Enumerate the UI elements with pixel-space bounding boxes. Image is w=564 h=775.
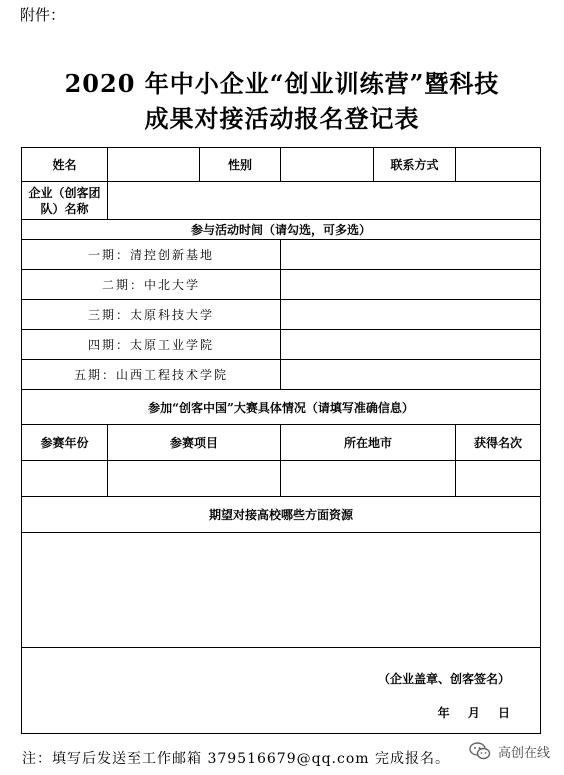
session-4-label: 四期：太原工业学院 [22,330,281,360]
contest-project-field[interactable] [108,461,281,497]
session-2-label: 二期：中北大学 [22,270,281,300]
contest-header: 参加“创客中国”大赛具体情况（请填写准确信息） [22,390,541,425]
resources-header: 期望对接高校哪些方面资源 [22,497,541,533]
contest-city-header: 所在地市 [281,425,456,461]
activity-time-header: 参与活动时间（请勾选，可多选） [22,220,541,240]
gender-label: 性别 [200,148,281,182]
company-label: 企业（创客团队）名称 [22,182,108,220]
session-3-checkbox-cell[interactable] [281,300,541,330]
contact-label: 联系方式 [374,148,456,182]
session-5-label: 五期：山西工程技术学院 [22,360,281,390]
wechat-icon [468,739,492,763]
contest-year-field[interactable] [22,461,108,497]
gender-field[interactable] [281,148,374,182]
session-5-checkbox-cell[interactable] [281,360,541,390]
contest-rank-header: 获得名次 [456,425,541,461]
watermark [468,739,550,763]
contest-city-field[interactable] [281,461,456,497]
submission-note: 注：填写后发送至工作邮箱 379516679@qq.com 完成报名。 [22,751,450,767]
session-1-checkbox-cell[interactable] [281,240,541,270]
contest-rank-field[interactable] [456,461,541,497]
contest-project-header: 参赛项目 [108,425,281,461]
signature-cell[interactable] [22,648,541,734]
name-field[interactable] [108,148,200,182]
contact-field[interactable] [456,148,541,182]
session-1-label: 一期：清控创新基地 [22,240,281,270]
session-2-checkbox-cell[interactable] [281,270,541,300]
form-title-line-2: 成果对接活动报名登记表 [144,104,420,133]
registration-form-table [21,147,541,734]
watermark-text: 高创在线 [497,745,550,761]
signature-label: （企业盖章、创客签名） [377,672,510,686]
attachment-label: 附件： [20,6,66,24]
session-4-checkbox-cell[interactable] [281,330,541,360]
date-label: 年 月 日 [437,706,510,720]
company-field[interactable] [108,182,541,220]
form-title-line-1: 2020 年中小企业“创业训练营”暨科技 [64,69,500,98]
session-3-label: 三期：太原科技大学 [22,300,281,330]
contest-year-header: 参赛年份 [22,425,108,461]
name-label: 姓名 [22,148,108,182]
resources-field[interactable] [22,533,541,648]
